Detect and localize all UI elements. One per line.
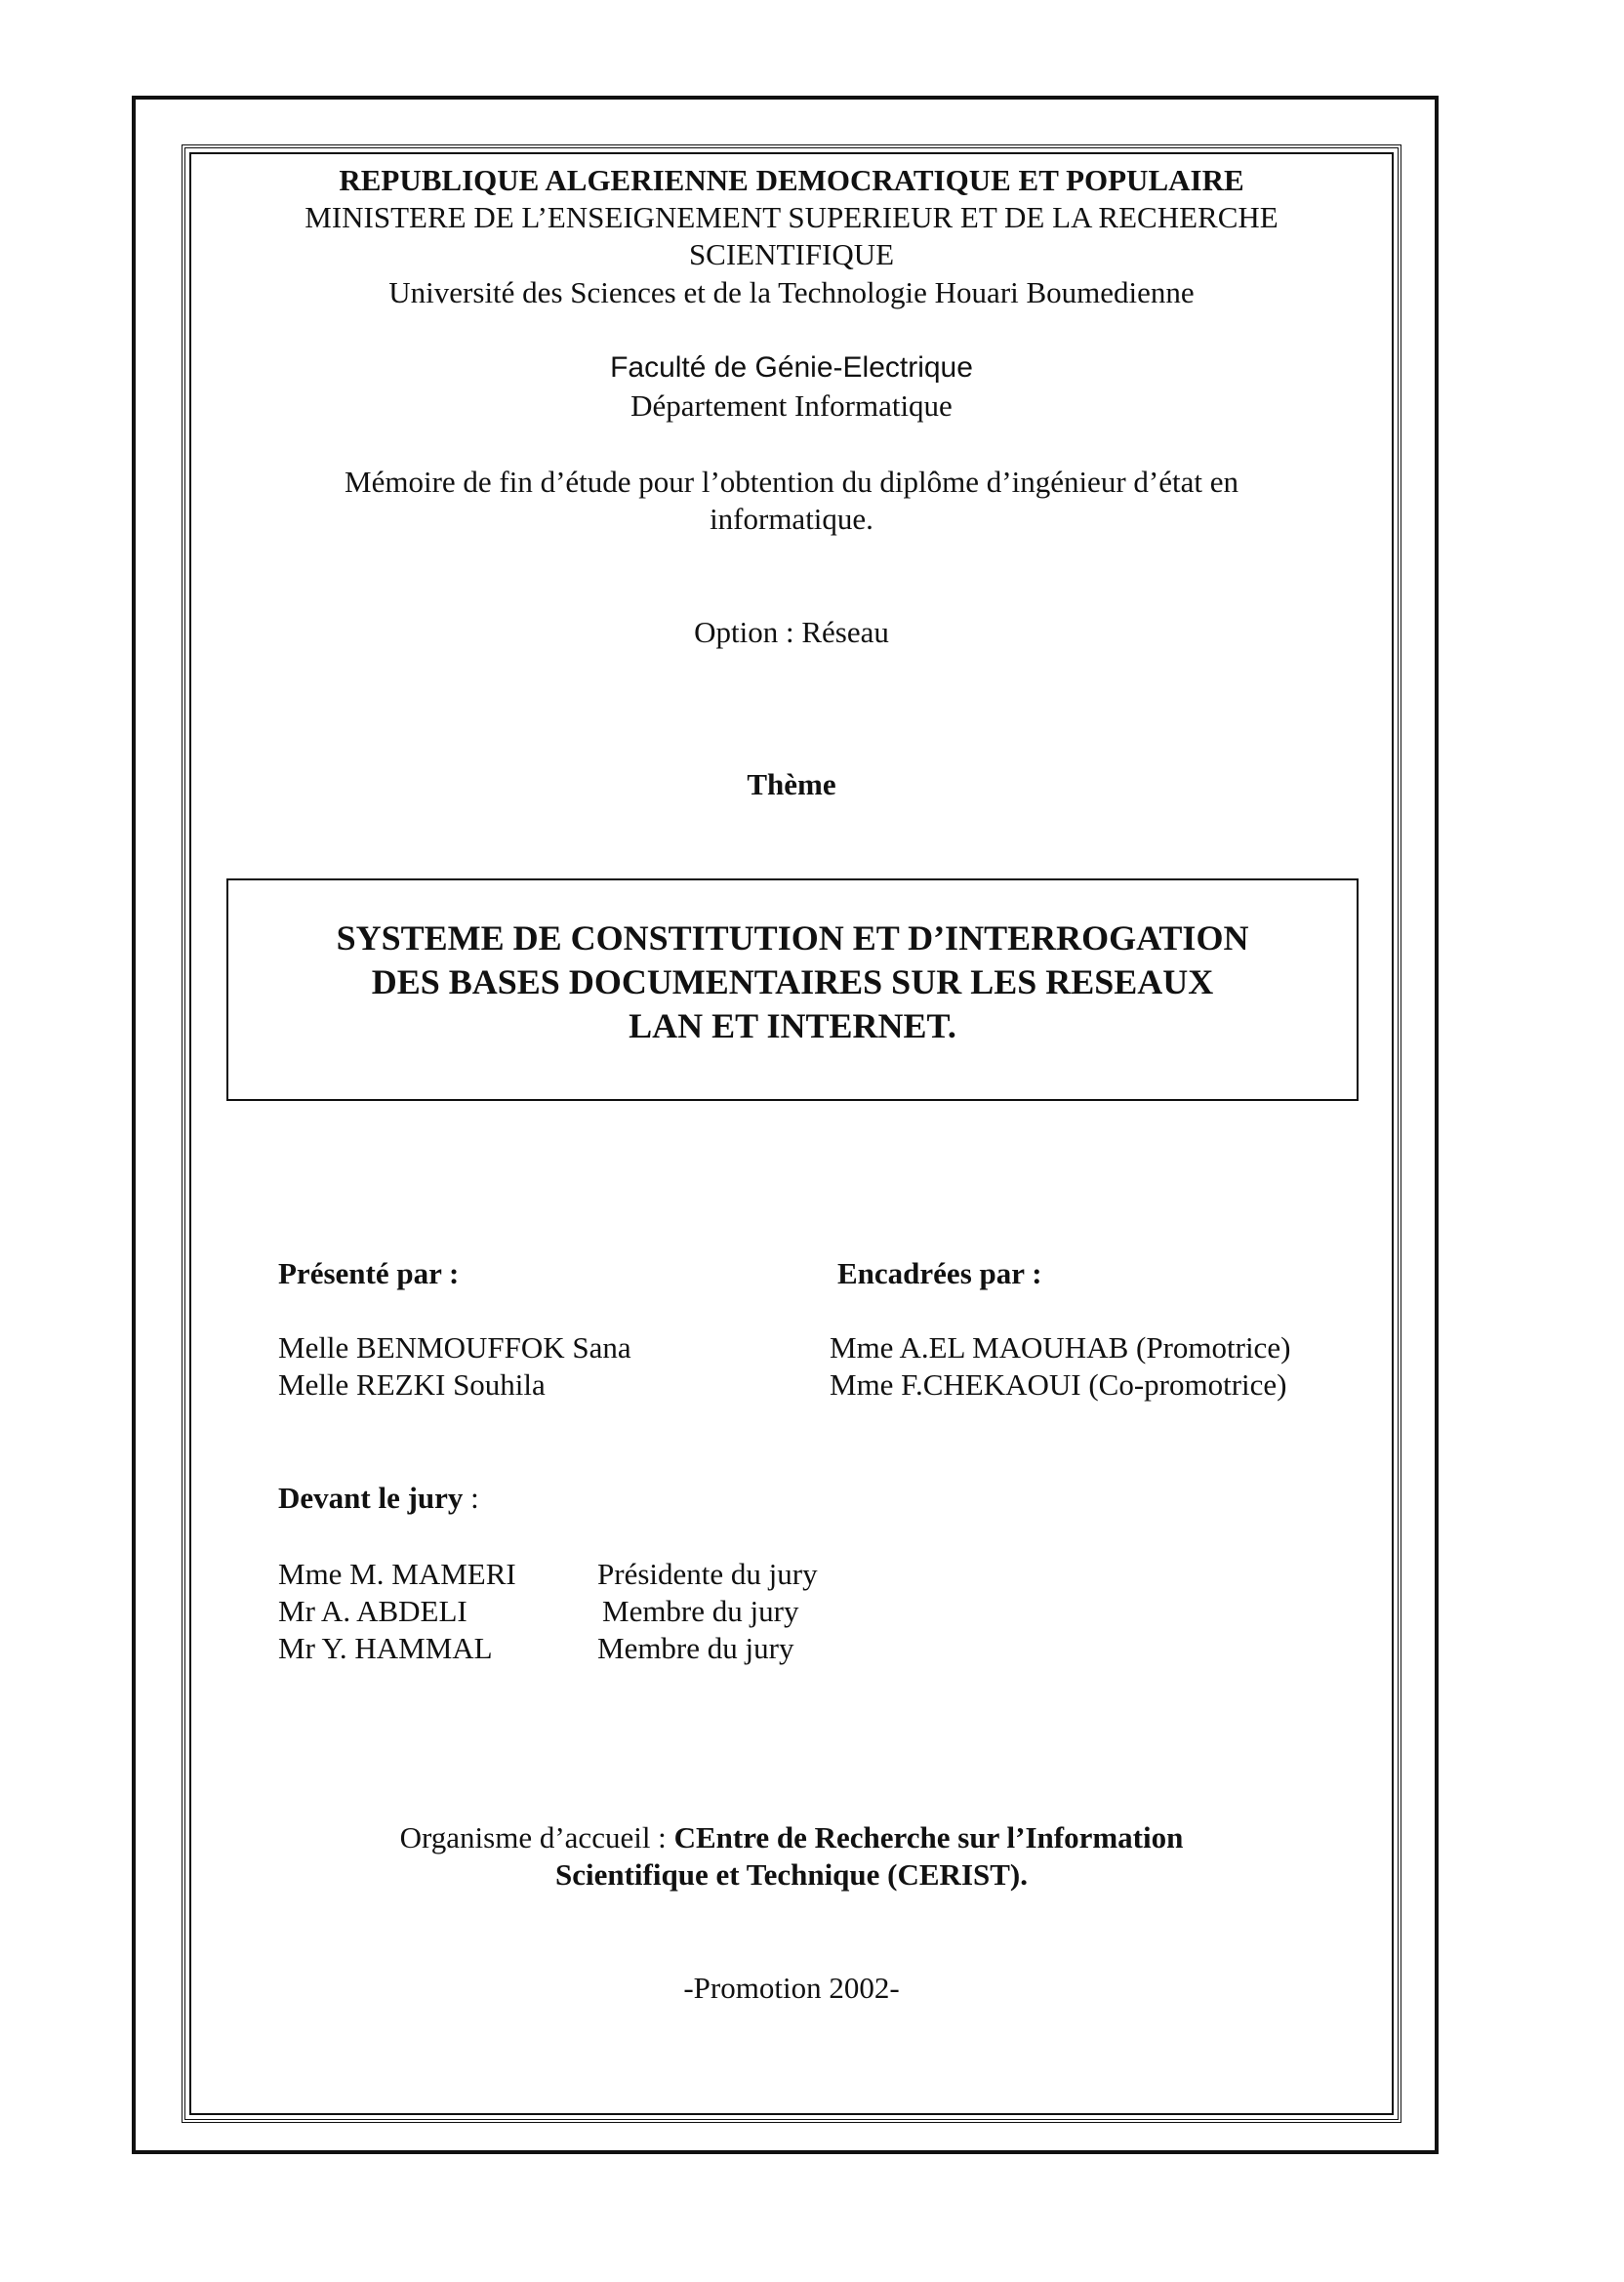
jury-colon: : xyxy=(463,1481,479,1515)
ministry-line-2: SCIENTIFIQUE xyxy=(688,237,895,271)
republic-heading: REPUBLIQUE ALGERIENNE DEMOCRATIQUE ET POPULAIRE xyxy=(339,163,1244,197)
student-2: Melle REZKI Souhila xyxy=(278,1367,546,1402)
memoire-line-2: informatique. xyxy=(710,502,873,536)
jury-member-1-role: Présidente du jury xyxy=(597,1557,818,1591)
jury-member-3-role: Membre du jury xyxy=(597,1631,794,1665)
university-name: Université des Sciences et de la Technologie Houari Boumedienne xyxy=(388,275,1195,309)
title-line-3: LAN ET INTERNET. xyxy=(629,1006,956,1045)
host-name-1: CEntre de Recherche sur l’Information xyxy=(673,1820,1184,1854)
faculty-name: Faculté de Génie-Electrique xyxy=(610,351,973,384)
presented-label: Présenté par : xyxy=(278,1256,460,1290)
ministry-line-1: MINISTERE DE L’ENSEIGNEMENT SUPERIEUR ET DE LA RECHERCHE xyxy=(304,200,1279,234)
theme-label: Thème xyxy=(747,767,836,801)
jury-member-2-name: Mr A. ABDELI xyxy=(278,1594,467,1628)
host-prefix: Organisme d’accueil : xyxy=(399,1820,674,1854)
promotion-text: -Promotion 2002- xyxy=(683,1971,900,2005)
jury-label: Devant le jury xyxy=(278,1481,464,1515)
supervisor-2: Mme F.CHEKAOUI (Co-promotrice) xyxy=(830,1367,1287,1402)
host-line-1 xyxy=(182,1819,1401,1856)
title-line-1: SYSTEME DE CONSTITUTION ET D’INTERROGATION xyxy=(336,918,1249,958)
memoire-line-1: Mémoire de fin d’étude pour l’obtention du diplôme d’ingénieur d’état en xyxy=(345,465,1238,499)
jury-member-1-name: Mme M. MAMERI xyxy=(278,1557,516,1591)
supervisor-1: Mme A.EL MAOUHAB (Promotrice) xyxy=(830,1330,1291,1365)
student-1: Melle BENMOUFFOK Sana xyxy=(278,1330,631,1365)
title-line-2: DES BASES DOCUMENTAIRES SUR LES RESEAUX xyxy=(371,962,1214,1001)
option-text: Option : Réseau xyxy=(694,615,889,649)
jury-member-2-role: Membre du jury xyxy=(602,1594,799,1628)
host-line-2: Scientifique et Technique (CERIST). xyxy=(554,1857,1028,1892)
jury-member-3-name: Mr Y. HAMMAL xyxy=(278,1631,493,1665)
department-name: Département Informatique xyxy=(630,388,953,423)
supervised-label: Encadrées par : xyxy=(837,1256,1042,1290)
jury-heading xyxy=(278,1480,479,1517)
